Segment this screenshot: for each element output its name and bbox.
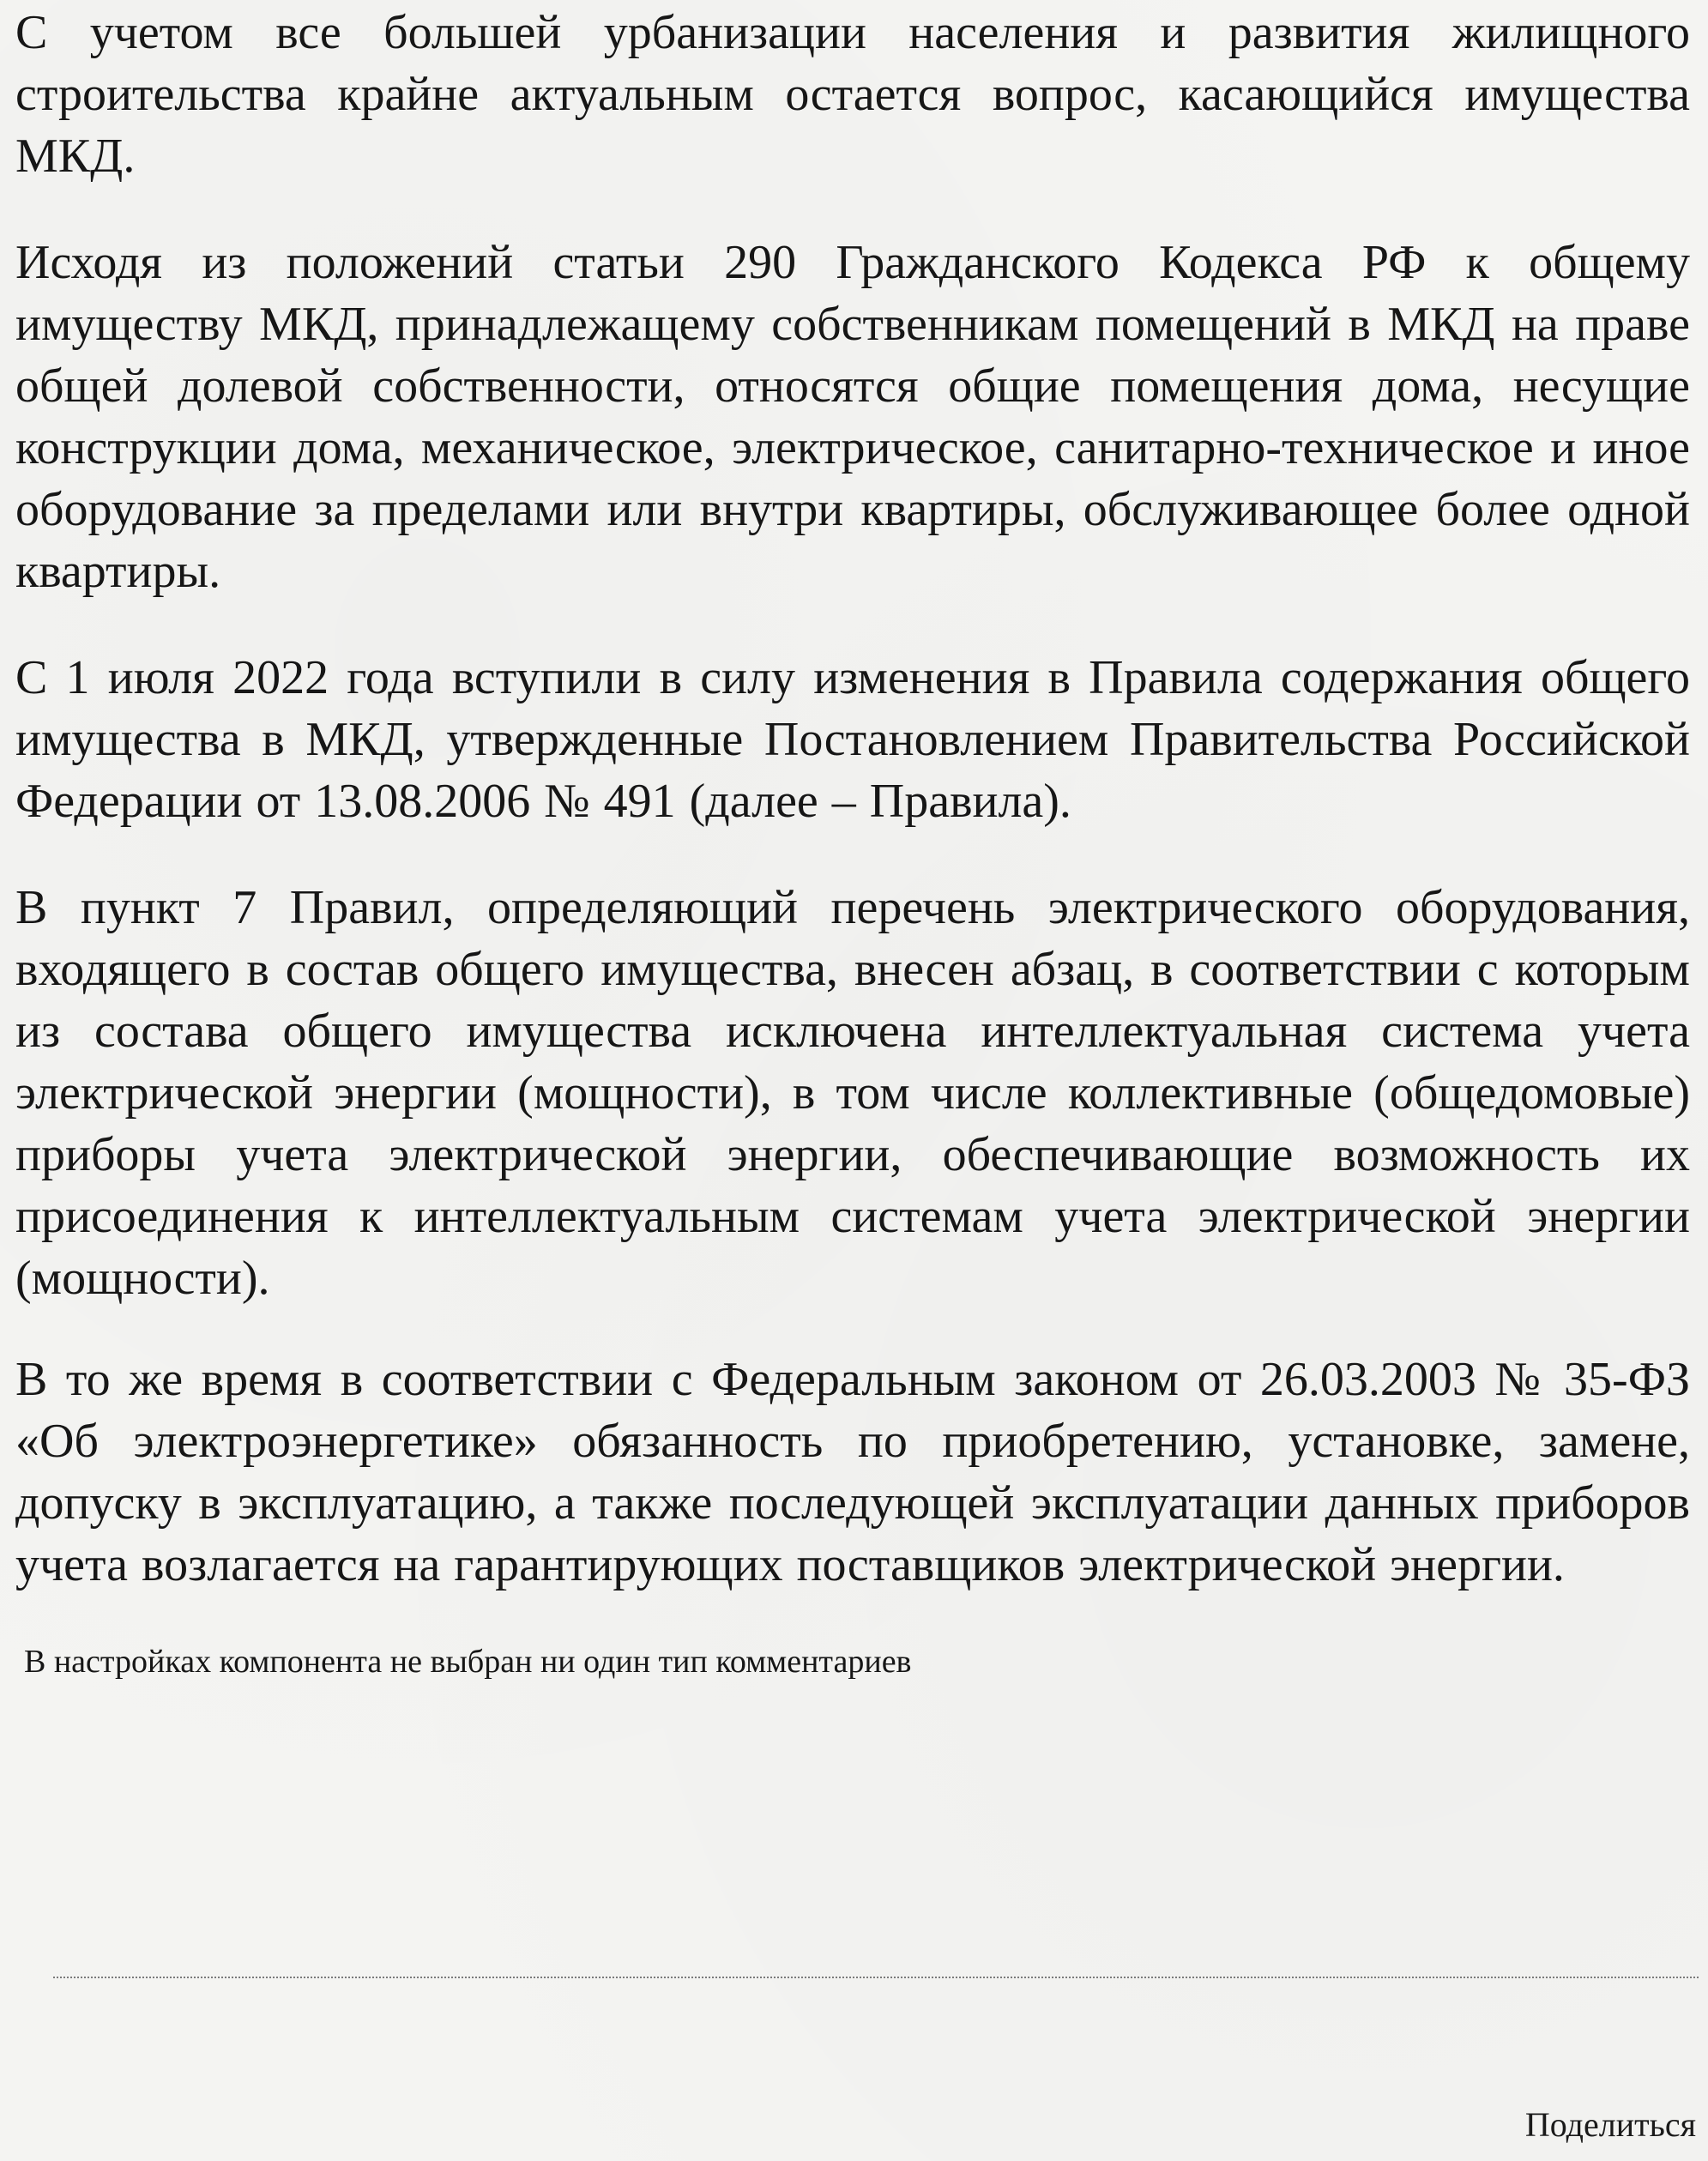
footer-divider: [53, 1977, 1699, 1978]
paragraph-rules-changes: С 1 июля 2022 года вступили в силу изменения в Правила содержания общего имущества в МКД, утвержденные Постановлением Правительства Российской Федерации от 13.08.2006 № 491 (далее – Правила).: [15, 651, 1690, 828]
comments-notice: В настройках компонента не выбран ни один тип комментариев: [24, 1644, 912, 1680]
paragraph-urbanization: С учетом все большей урбанизации населения и развития жилищного строительства крайне актуальным остается вопрос, касающийся имущества МКД.: [15, 6, 1690, 183]
share-link[interactable]: Поделиться: [1524, 2105, 1696, 2144]
paragraph-point-7: В пункт 7 Правил, определяющий перечень электрического оборудования, входящего в состав общего имущества, внесен абзац, в соответствии с которым из состава общего имущества исключена интеллектуальная система учета электрической энергии (мощности), в том числе коллективные (общедомовые) приборы учета электрической энергии, обеспечивающие возможность их присоединения к интеллектуальным системам учета электрической энергии (мощности).: [15, 881, 1690, 1305]
article-body: [15, 2, 1690, 1683]
paragraph-federal-law: В то же время в соответствии с Федеральным законом от 26.03.2003 № 35-ФЗ «Об электроэнергетике» обязанность по приобретению, установке, замене, допуску в эксплуатацию, а также последующей эксплуатации данных приборов учета возлагается на гарантирующих поставщиков электрической энергии.: [15, 1353, 1690, 1591]
paragraph-civil-code-290: Исходя из положений статьи 290 Гражданского Кодекса РФ к общему имуществу МКД, принадлежащему собственникам помещений в МКД на праве общей долевой собственности, относятся общие помещения дома, несущие конструкции дома, механическое, электрическое, санитарно-техническое и иное оборудование за пределами или внутри квартиры, обслуживающее более одной квартиры.: [15, 236, 1690, 598]
